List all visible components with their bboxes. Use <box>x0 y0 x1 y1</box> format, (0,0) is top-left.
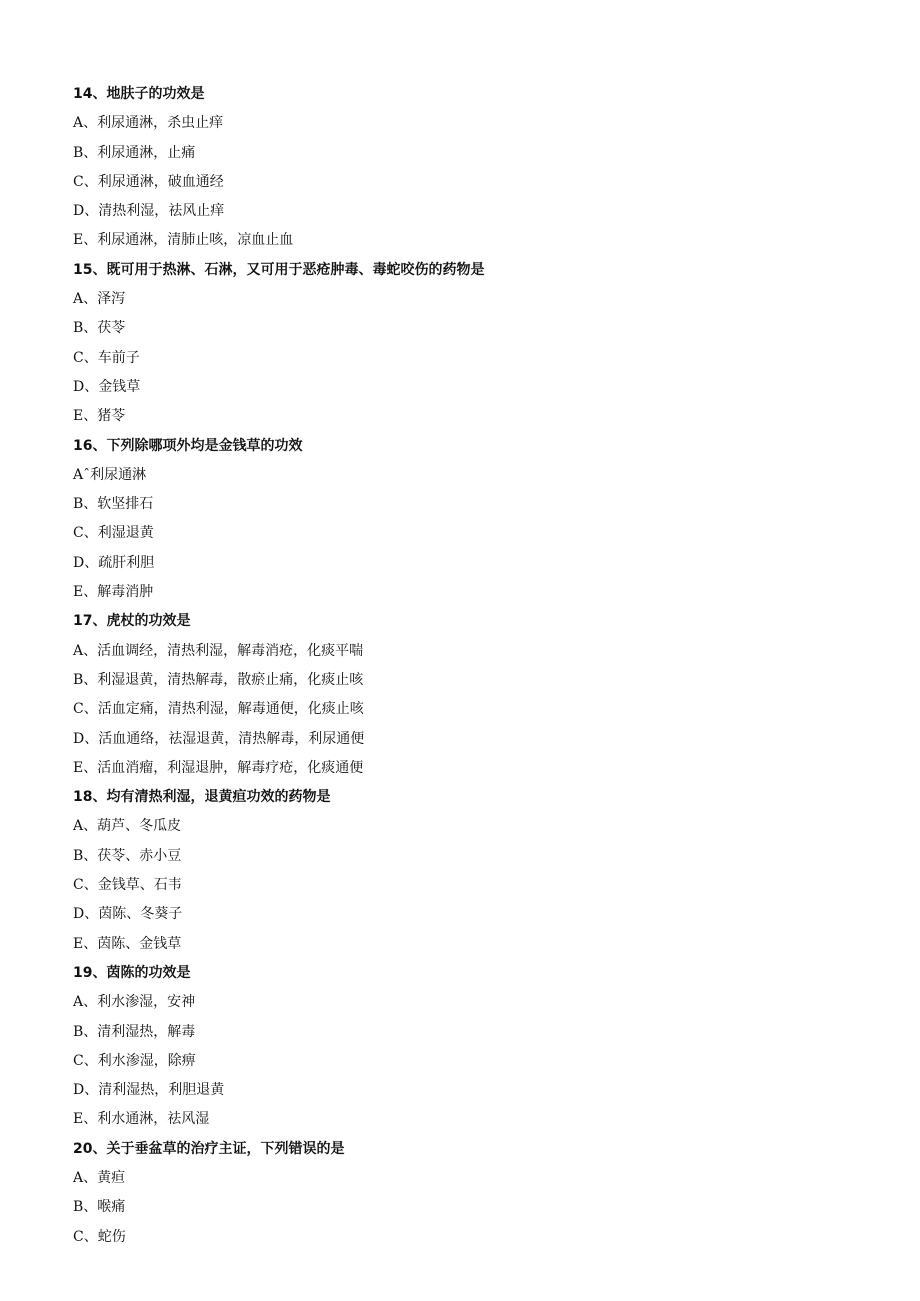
option-c: C、车前子 <box>73 349 140 366</box>
question-title: 17、虎杖的功效是 <box>73 613 191 630</box>
option-d: D、疏肝利胆 <box>73 554 155 571</box>
question-title: 18、均有清热利湿，退黄疸功效的药物是 <box>73 789 331 806</box>
option-d: D、清利湿热，利胆退黄 <box>73 1082 225 1099</box>
option-c: C、活血定痛，清热利湿，解毒通便，化痰止咳 <box>73 701 364 718</box>
option-a: A、黄疸 <box>73 1169 126 1186</box>
option-b: B、软坚排石 <box>73 496 154 513</box>
option-c: C、利尿通淋，破血通经 <box>73 173 224 190</box>
option-a: A、活血调经，清热利湿，解毒消疮，化痰平喘 <box>73 642 364 659</box>
question-title: 15、既可用于热淋、石淋，又可用于恶疮肿毒、毒蛇咬伤的药物是 <box>73 261 485 278</box>
option-d: D、活血通络，祛湿退黄，清热解毒，利尿通便 <box>73 730 365 747</box>
option-c: C、利水渗湿，除痹 <box>73 1052 196 1069</box>
option-d: D、清热利湿，祛风止痒 <box>73 203 225 220</box>
option-e: E、利尿通淋，清肺止咳，凉血止血 <box>73 232 294 249</box>
option-c: C、利湿退黄 <box>73 525 154 542</box>
option-b: B、茯苓 <box>73 320 126 337</box>
option-a: A、葫芦、冬瓜皮 <box>73 818 182 835</box>
option-a: A、泽泻 <box>73 291 126 308</box>
option-b: B、利尿通淋，止痛 <box>73 144 196 161</box>
document-page <box>73 80 873 1252</box>
option-b: B、清利湿热，解毒 <box>73 1023 196 1040</box>
option-c: C、蛇伤 <box>73 1228 126 1245</box>
question-title: 20、关于垂盆草的治疗主证，下列错误的是 <box>73 1140 345 1157</box>
option-d: D、茵陈、冬葵子 <box>73 906 183 923</box>
option-e: E、解毒消肿 <box>73 584 154 601</box>
option-a: A、利水渗湿，安神 <box>73 994 196 1011</box>
option-e: E、猪苓 <box>73 408 126 425</box>
option-b: B、喉痛 <box>73 1199 126 1216</box>
option-d: D、金钱草 <box>73 378 141 395</box>
option-b: B、茯苓、赤小豆 <box>73 847 182 864</box>
option-e: E、茵陈、金钱草 <box>73 935 182 952</box>
option-c: C、金钱草、石韦 <box>73 877 182 894</box>
option-a: Aˆ利尿通淋 <box>73 466 147 483</box>
question-title: 16、下列除哪项外均是金钱草的功效 <box>73 437 303 454</box>
question-title: 14、地肤子的功效是 <box>73 86 205 102</box>
option-e: E、活血消瘤，利湿退肿，解毒疗疮，化痰通便 <box>73 759 364 776</box>
option-e: E、利水通淋，祛风湿 <box>73 1111 210 1128</box>
option-a: A、利尿通淋，杀虫止痒 <box>73 115 224 132</box>
option-b: B、利湿退黄，清热解毒，散瘀止痛，化痰止咳 <box>73 671 364 688</box>
question-title: 19、茵陈的功效是 <box>73 964 191 981</box>
